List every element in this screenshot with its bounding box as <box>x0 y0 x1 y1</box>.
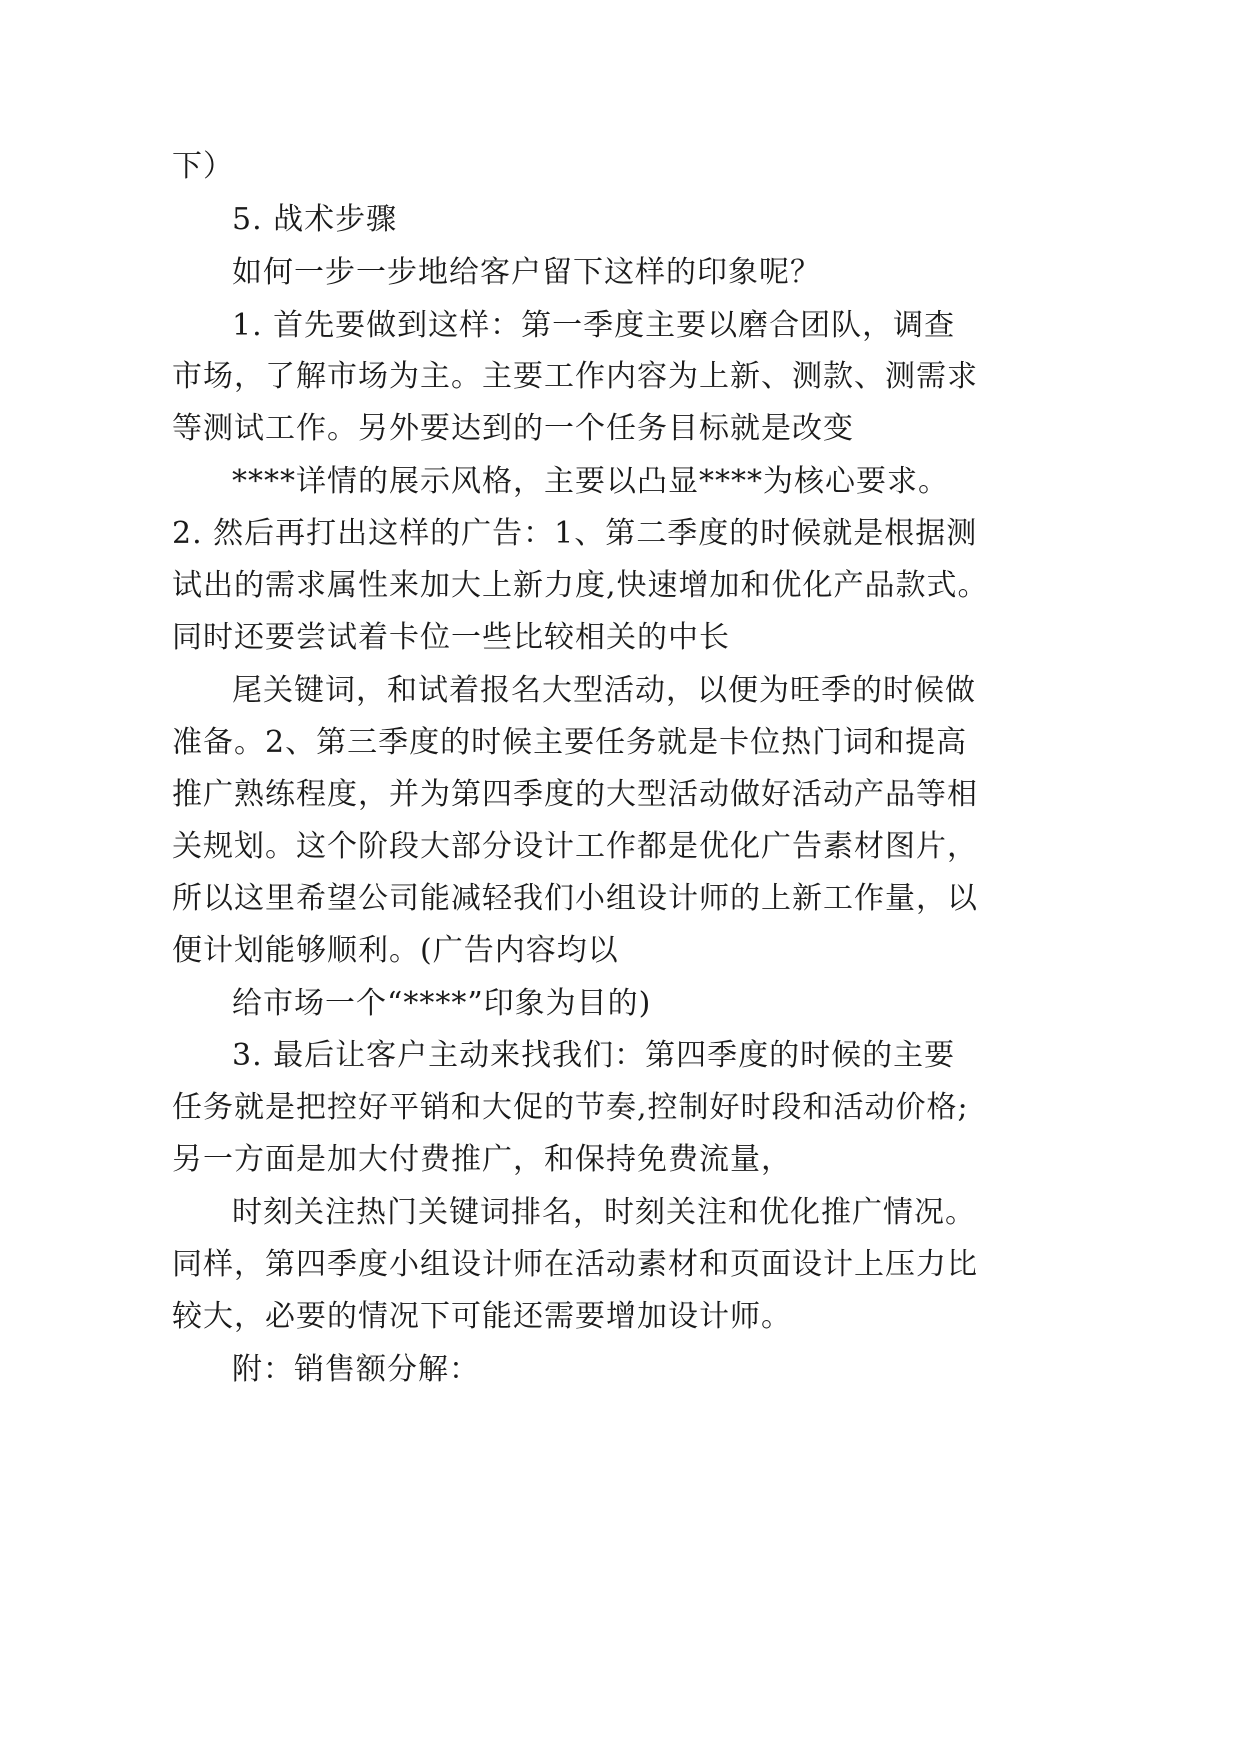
text-line-20: 另一方面是加大付费推广，和保持免费流量， <box>172 1142 792 1177</box>
text-line-21: 时刻关注热门关键词排名，时刻关注和优化推广情况。 <box>232 1195 976 1230</box>
text-line-17: 给市场一个“****”印象为目的) <box>232 986 652 1021</box>
appendix-heading: 附：销售额分解： <box>232 1352 480 1387</box>
text-line-18: 3. 最后让客户主动来找我们：第四季度的时候的主要 <box>232 1038 956 1073</box>
text-line-23: 较大，必要的情况下可能还需要增加设计师。 <box>172 1299 792 1334</box>
text-line-8: 2. 然后再打出这样的广告：1、第二季度的时候就是根据测 <box>172 516 978 551</box>
section-heading-tactics: 5. 战术步骤 <box>232 202 398 237</box>
text-line-14: 关规划。这个阶段大部分设计工作都是优化广告素材图片， <box>172 829 978 864</box>
text-line-1: 下） <box>172 149 234 184</box>
text-line-3: 如何一步一步地给客户留下这样的印象呢？ <box>232 255 821 290</box>
text-line-22: 同样，第四季度小组设计师在活动素材和页面设计上压力比 <box>172 1247 978 1282</box>
text-line-19: 任务就是把控好平销和大促的节奏,控制好时段和活动价格; <box>172 1090 969 1125</box>
text-line-7: ****详情的展示风格，主要以凸显****为核心要求。 <box>232 464 949 499</box>
text-line-11: 尾关键词，和试着报名大型活动，以便为旺季的时候做 <box>232 673 976 708</box>
text-line-12: 准备。2、第三季度的时候主要任务就是卡位热门词和提高 <box>172 725 968 760</box>
text-line-13: 推广熟练程度，并为第四季度的大型活动做好活动产品等相 <box>172 777 978 812</box>
text-line-6: 等测试工作。另外要达到的一个任务目标就是改变 <box>172 411 854 446</box>
text-line-16: 便计划能够顺利。(广告内容均以 <box>172 933 619 968</box>
text-line-4: 1. 首先要做到这样：第一季度主要以磨合团队，调查 <box>232 308 956 343</box>
text-line-10: 同时还要尝试着卡位一些比较相关的中长 <box>172 620 730 655</box>
text-line-15: 所以这里希望公司能减轻我们小组设计师的上新工作量，以 <box>172 881 978 916</box>
text-line-9: 试出的需求属性来加大上新力度,快速增加和优化产品款式。 <box>172 568 989 603</box>
text-line-5: 市场，了解市场为主。主要工作内容为上新、测款、测需求 <box>172 359 978 394</box>
